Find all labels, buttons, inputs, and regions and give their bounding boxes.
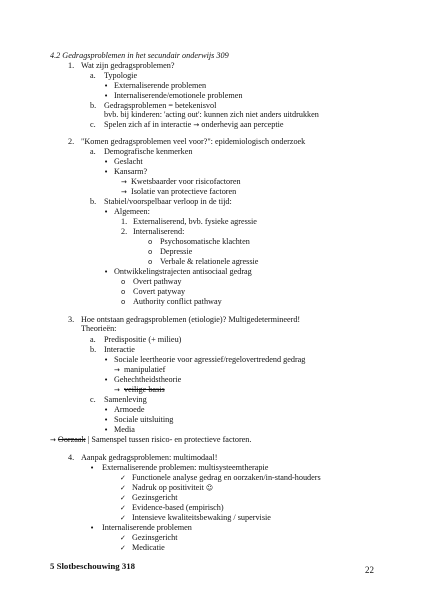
- s1-a2-text: Internaliserende/emotionele problemen: [114, 91, 243, 100]
- s3-b1-1-line: [114, 365, 165, 375]
- s2-b1-line: [104, 207, 150, 217]
- s3-b2-line: [104, 375, 181, 385]
- s1-a1-text: Externaliserende problemen: [114, 81, 207, 90]
- arrow-icon: →: [50, 436, 56, 444]
- s2-b1-2-2-line: [148, 247, 192, 257]
- arrow-icon: →: [193, 121, 200, 129]
- bullet-icon: •: [104, 92, 109, 100]
- s4-a-line: [90, 463, 268, 473]
- s1-c-line: [90, 120, 284, 130]
- s1-a1-line: [104, 81, 206, 91]
- check-icon: ✓: [120, 544, 126, 552]
- bullet-icon: •: [104, 82, 109, 90]
- arrow-icon: →: [114, 366, 120, 374]
- s2-b2-line: [104, 267, 252, 277]
- s3-b2-text: Gehechtheidstheorie: [114, 375, 182, 384]
- s4-a3-line: [120, 493, 177, 503]
- s4-b-text: Internaliserende problemen: [102, 523, 192, 532]
- s3-c2-line: [104, 415, 173, 425]
- bullet-icon: •: [104, 376, 109, 384]
- check-icon: ✓: [120, 494, 126, 502]
- s1-c-text: Spelen zich af in interactie: [104, 120, 192, 129]
- bullet-icon: •: [104, 168, 109, 176]
- s3-c1-line: [104, 405, 144, 415]
- s3-sub: Theorieën:: [81, 324, 117, 333]
- s3-b-text: Interactie: [104, 345, 135, 354]
- s2-a-line: [90, 147, 192, 157]
- list-letter: b.: [90, 101, 97, 110]
- s4-b-line: [90, 523, 192, 533]
- s4-a3-text: Gezinsgericht: [132, 493, 178, 502]
- s3-b1-line: [104, 355, 305, 365]
- bullet-icon: •: [104, 208, 109, 216]
- s3-c3-text: Media: [114, 425, 135, 434]
- bullet-icon: •: [104, 158, 109, 166]
- circle-bullet-icon: o: [121, 298, 126, 306]
- s2-a2-1-text: Kwetsbaarder voor risicofactoren: [131, 177, 241, 186]
- circle-bullet-icon: o: [121, 278, 126, 286]
- s1-b2-line: bvb. bij kinderen: 'acting out': kunnen zich niet anders uitdrukken: [104, 110, 319, 119]
- s4-a1-line: [120, 473, 321, 483]
- bullet-icon: •: [90, 524, 95, 532]
- s4-b1-text: Gezinsgericht: [132, 533, 178, 542]
- s3-b-line: [90, 345, 135, 355]
- s3-title: Hoe ontstaan gedragsproblemen (etiologie)? Multigedetermineerd!: [81, 315, 301, 324]
- list-letter: b.: [90, 197, 97, 206]
- s2-b1-2-1-text: Psychosomatische klachten: [160, 237, 250, 246]
- s2-b-text: Stabiel/voorspelbaar verloop in de tijd:: [104, 197, 232, 206]
- arrow-icon: →: [121, 178, 127, 186]
- s3-a-text: Predispositie (+ milieu): [104, 335, 182, 344]
- list-number: 4.: [68, 453, 75, 462]
- s2-b1-2-line: [121, 227, 184, 237]
- page-number: 22: [365, 565, 374, 575]
- check-icon: ✓: [120, 484, 126, 492]
- s2-a2-2-text: Isolatie van protectieve factoren: [131, 187, 237, 196]
- s4-title: Aanpak gedragsproblemen: multimodaal!: [81, 453, 218, 462]
- s2-b2-2-line: [121, 287, 185, 297]
- circle-bullet-icon: o: [121, 288, 126, 296]
- s4-a1-text: Functionele analyse gedrag en oorzaken/in-stand-houders: [132, 473, 321, 482]
- s2-b1-text: Algemeen:: [114, 207, 150, 216]
- s3-conclusion-line: [50, 435, 251, 445]
- s2-b2-text: Ontwikkelingstrajecten antisociaal gedrag: [114, 267, 252, 276]
- list-number: 2.: [68, 137, 75, 146]
- s4-a4-line: [120, 503, 224, 513]
- list-letter: a.: [90, 335, 96, 344]
- list-number: 2.: [121, 227, 128, 236]
- bullet-icon: •: [104, 426, 109, 434]
- s2-b1-1-line: [121, 217, 257, 227]
- s2-a2-line: [104, 167, 147, 177]
- s1-a-line: [90, 71, 137, 81]
- arrow-icon: →: [121, 188, 127, 196]
- s4-line: [68, 453, 217, 463]
- s4-a4-text: Evidence-based (empirisch): [132, 503, 224, 512]
- smiley-icon: ☺: [205, 484, 214, 492]
- s3-a-line: [90, 335, 181, 345]
- s2-b1-2-2-text: Depressie: [160, 247, 193, 256]
- s2-b2-1-text: Overt pathway: [133, 277, 182, 286]
- list-letter: a.: [90, 147, 96, 156]
- s2-a-text: Demografische kenmerken: [104, 147, 193, 156]
- check-icon: ✓: [120, 474, 126, 482]
- s4-b1-line: [120, 533, 177, 543]
- bullet-icon: •: [104, 416, 109, 424]
- s3-conclusion-struck: Oorzaak: [57, 435, 86, 444]
- s1-b-text: Gedragsproblemen = betekenisvol: [104, 101, 217, 110]
- s3-c-text: Samenleving: [104, 395, 147, 404]
- s2-b2-2-text: Covert patyway: [133, 287, 186, 296]
- circle-bullet-icon: o: [148, 258, 153, 266]
- s2-b2-3-line: [121, 297, 222, 307]
- s2-a2-2-line: [121, 187, 236, 197]
- s2-a2-1-line: [121, 177, 241, 187]
- circle-bullet-icon: o: [148, 238, 153, 246]
- s2-a1-text: Geslacht: [114, 157, 143, 166]
- bullet-icon: •: [104, 268, 109, 276]
- s4-b2-text: Medicatie: [132, 543, 165, 552]
- s4-a5-line: [120, 513, 271, 523]
- s4-a2-text: Nadruk op positiviteit: [132, 483, 204, 492]
- s2-a2-text: Kansarm?: [114, 167, 148, 176]
- s2-b1-2-3-line: [148, 257, 258, 267]
- list-number: 3.: [68, 315, 75, 324]
- s3-conclusion-text: | Samenspel tussen risico- en protectieve factoren.: [87, 435, 252, 444]
- list-letter: a.: [90, 71, 96, 80]
- arrow-icon: →: [114, 386, 120, 394]
- s4-b2-line: [120, 543, 165, 553]
- circle-bullet-icon: o: [148, 248, 153, 256]
- s2-a1-line: [104, 157, 143, 167]
- s4-a-text: Externaliserende problemen: multisysteemtherapie: [102, 463, 269, 472]
- s3-c3-line: [104, 425, 135, 435]
- bullet-icon: •: [104, 406, 109, 414]
- s4-a5-text: Intensieve kwaliteitsbewaking / supervisie: [132, 513, 271, 522]
- s2-b2-1-line: [121, 277, 181, 287]
- bullet-icon: •: [104, 356, 109, 364]
- s2-b1-2-text: Internaliserend:: [133, 227, 185, 236]
- s3-b1-text: Sociale leertheorie voor agressief/regelovertredend gedrag: [114, 355, 306, 364]
- check-icon: ✓: [120, 504, 126, 512]
- s2-b2-3-text: Authority conflict pathway: [133, 297, 222, 306]
- s2-b-line: [90, 197, 232, 207]
- s1-line: [68, 61, 174, 71]
- bullet-icon: •: [90, 464, 95, 472]
- section-heading: 4.2 Gedragsproblemen in het secundair onderwijs 309: [50, 51, 229, 60]
- s2-line: [68, 137, 305, 147]
- s1-a-text: Typologie: [104, 71, 138, 80]
- s1-c-tail: onderhevig aan perceptie: [201, 120, 284, 129]
- list-number: 1.: [121, 217, 128, 226]
- list-letter: c.: [90, 395, 96, 404]
- section5-heading: 5 Slotbeschouwing 318: [50, 561, 136, 571]
- s1-a2-line: [104, 91, 242, 101]
- s3-c2-text: Sociale uitsluiting: [114, 415, 174, 424]
- s2-b1-2-3-text: Verbale & relationele agressie: [160, 257, 259, 266]
- s2-b1-2-1-line: [148, 237, 250, 247]
- s3-b2-1-line: [114, 385, 165, 395]
- s2-title: "Komen gedragsproblemen veel voor?": epidemiologisch onderzoek: [81, 137, 306, 146]
- s3-c-line: [90, 395, 147, 405]
- s3-c1-text: Armoede: [114, 405, 145, 414]
- s1-title: Wat zijn gedragsproblemen?: [81, 61, 175, 70]
- s2-b1-1-text: Externaliserend, bvb. fysieke agressie: [133, 217, 257, 226]
- check-icon: ✓: [120, 534, 126, 542]
- s3-b1-1-text: manipulatief: [124, 365, 166, 374]
- s4-a2-line: [120, 483, 213, 493]
- list-number: 1.: [68, 61, 75, 70]
- check-icon: ✓: [120, 514, 126, 522]
- list-letter: c.: [90, 120, 96, 129]
- list-letter: b.: [90, 345, 97, 354]
- s3-b2-1-text: veilige basis: [124, 385, 165, 394]
